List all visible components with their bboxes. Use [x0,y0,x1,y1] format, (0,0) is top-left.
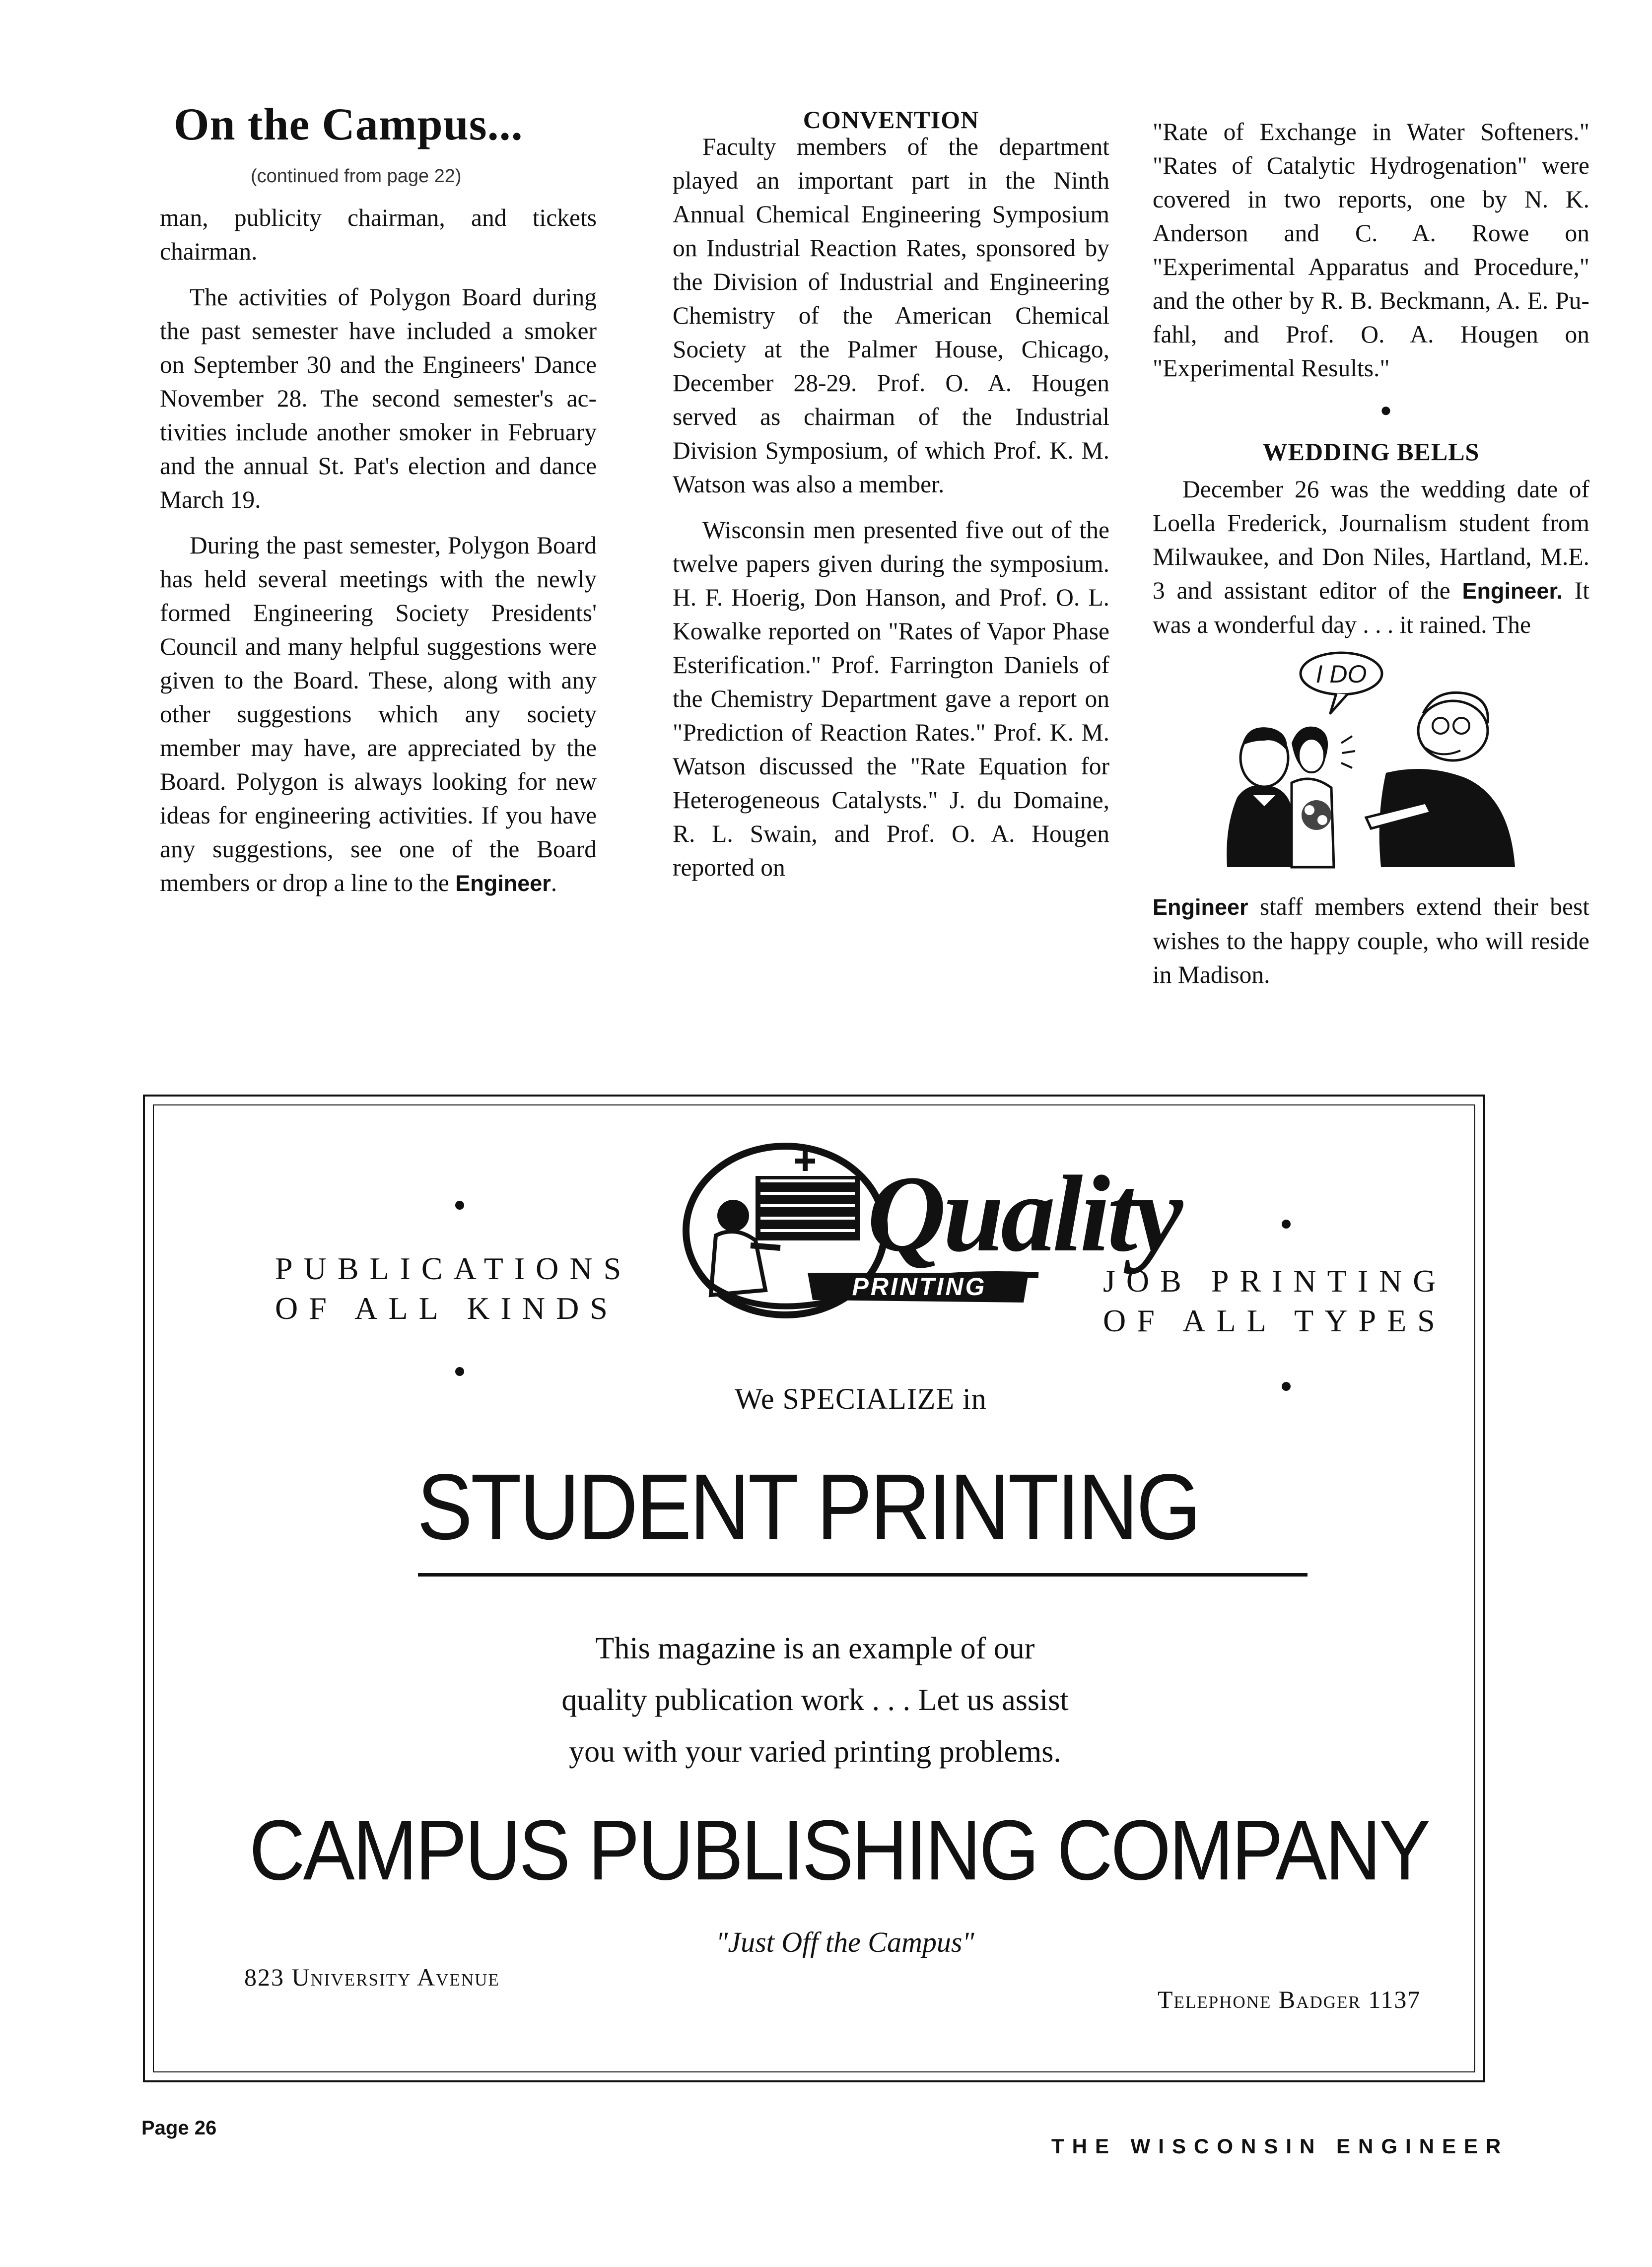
company-name: CAMPUS PUBLISHING COMPANY [249,1803,1429,1898]
article-heading: On the Campus... [174,99,523,149]
punctuation: . [551,869,557,896]
printer-figure-head [717,1200,749,1232]
ad-body-line: you with your varied printing problems. [569,1735,1061,1769]
ad-right-line-2: OF ALL TYPES [1103,1303,1446,1338]
ad-body-text [492,1623,1138,1778]
engineer-name: Engineer. [1462,578,1563,604]
logo-q-ring [686,1146,885,1315]
printing-press-icon [756,1176,860,1240]
page-number: Page 26 [141,2117,217,2139]
convention-heading: CONVENTION [803,106,979,134]
paragraph [1153,890,1589,992]
paragraph-text: During the past semester, Polygon Board has held several meetings with the newly formed Engineering Society Presidents' Council and many helpful suggestions were given to the Board. These, along with any other suggestions which any society member may have, are appreciated by the Board. Polygon is always looking for new ideas for engineering activities. If you have any suggestions, see one of the Board members or drop a line to the [160,532,597,896]
company-address: 823 University Avenue [244,1963,500,1991]
bullet-dot [1282,1382,1291,1391]
speech-text: I DO [1315,660,1367,688]
paragraph-text: December 26 was the wedding date of Loella Frederick, Journalism student from Milwaukee, and Don Niles, Hartland, M.E. 3 and assistant editor of the [1153,476,1589,604]
paragraph: Faculty members of the department played an important part in the Ninth Annual Chemical Engineering Symposium on Industrial Reaction Rates, sponsored by the Division of Industrial and Engineering Chemistry of the American Chemical Society at the Palmer House, Chicago, December 28-29. Prof. O. A. Hougen served as chairman of the Industrial Division Symposium, of which Prof. K. M. Watson was also a member. [673,133,1109,498]
parson-head [1418,701,1488,760]
bullet-separator: ● [1379,399,1392,421]
paragraph: The activities of Polygon Board during the past semester have included a smoker on September 30 and the Engineers' Dance November 28. The second semester's activities include another smoker in February and the annual St. Pat's election and dance March 19. [160,283,597,513]
bouquet [1302,800,1331,830]
company-tagline: "Just Off the Campus" [716,1926,974,1958]
speech-bubble-tail [1330,693,1347,713]
ad-left-line-2: OF ALL KINDS [275,1291,619,1326]
logo-word: Quality [867,1153,1180,1274]
quality-printing-logo [681,1131,1180,1330]
ad-body-line: This magazine is an example of our [595,1632,1035,1665]
engineer-name: Engineer [1153,894,1248,920]
bride-face [1299,739,1324,772]
paragraph-text: It was a wonderful day . . . it rained. The [1153,577,1589,638]
engineer-name: Engineer [455,871,551,896]
article-column-2 [673,130,1109,896]
ad-right-line-1: JOB PRINTING [1103,1263,1447,1299]
printer-figure-body [711,1232,765,1295]
specialize-text: We SPECIALIZE in [735,1382,987,1415]
bullet-dot [455,1367,464,1376]
headline-underline [418,1573,1308,1577]
article-column-3 [1153,115,1589,1004]
student-printing-headline: STUDENT PRINTING [417,1454,1199,1559]
company-telephone: Telephone Badger 1137 [1158,1986,1421,2013]
printing-advertisement [143,1095,1485,2082]
magazine-title: THE WISCONSIN ENGINEER [1051,2134,1509,2158]
wedding-heading: WEDDING BELLS [1262,438,1480,466]
ad-left-line-1: PUBLICATIONS [275,1251,632,1286]
ad-body-line: quality publication work . . . Let us assist [561,1683,1069,1717]
paragraph-text: staff members extend their best wishes to the happy couple, who will reside in Madison. [1153,893,1589,988]
paragraph [1153,473,1589,642]
paragraph [160,529,597,900]
logo-banner [808,1273,1029,1303]
paragraph: man, publicity chairman, and tickets chairman. [160,204,597,265]
wedding-cartoon-illustration [1217,649,1525,877]
paragraph: Wisconsin men presented five out of the twelve papers given during the symposium. H. F. Hoerig, Don Hanson, and Prof. O. L. Kowalke reported on "Rates of Vapor Phase Esterification." Prof. Farrington Daniels of the Chemistry Department gave a report on "Prediction of Reaction Rates." Prof. K. M. Watson discussed the "Rate Equation for Heterogeneous Catalysts." J. du Domaine, R. L. Swain, and Prof. O. A. Hougen reported on [673,516,1109,881]
bullet-dot [1282,1220,1291,1229]
bullet-dot [455,1201,464,1210]
continued-note: (continued from page 22) [251,166,462,187]
paragraph: "Rate of Exchange in Water Softeners." "Rates of Catalytic Hydrogenation" were covered in two reports, one by N. K. Anderson and C. A. Rowe on "Experimental Apparatus and Procedure," and the other by R. B. Beckmann, A. E. Pufahl, and Prof. O. A. Hougen on "Experimental Results." [1153,118,1589,382]
article-column-1 [160,201,597,912]
logo-banner-text: PRINTING [852,1273,987,1301]
